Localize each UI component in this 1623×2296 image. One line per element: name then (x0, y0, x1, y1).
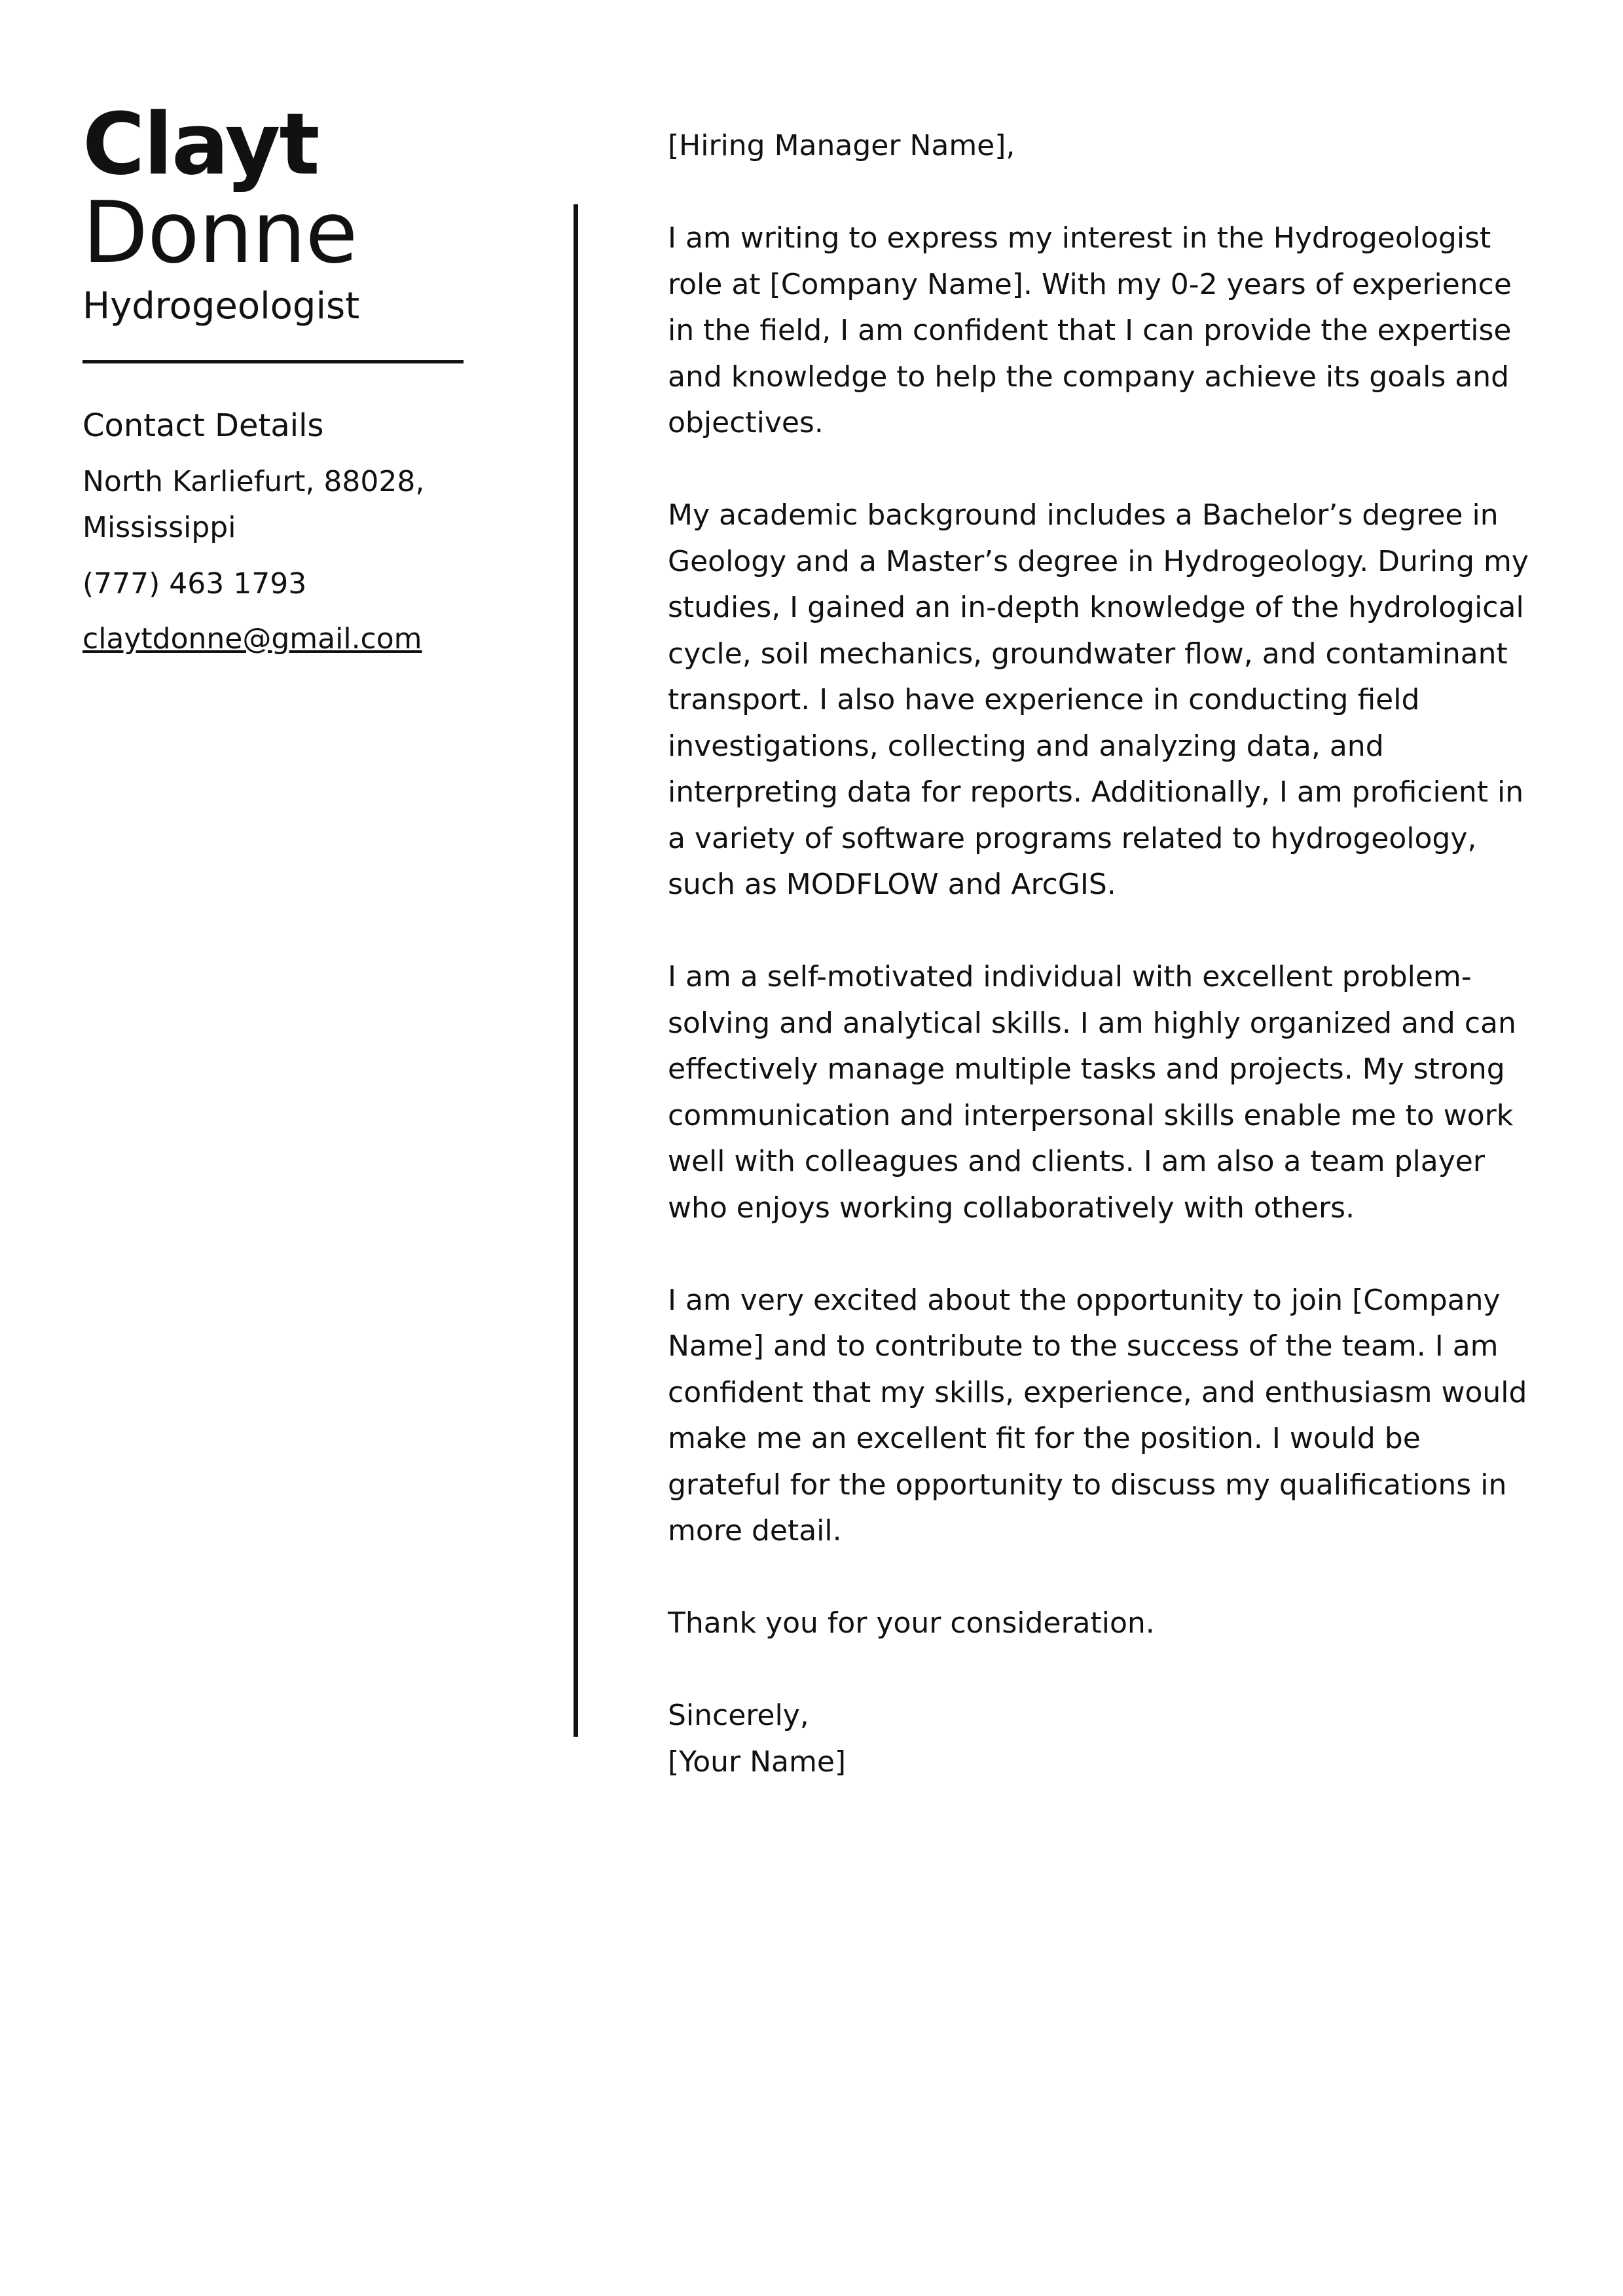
job-title: Hydrogeologist (82, 285, 360, 327)
header-divider (82, 360, 464, 363)
paragraph-4: I am very excited about the opportunity to join [Company Name] and to contribute to the success of the team. I am confident that my skills, experience, and enthusiasm would make me an excellent fit for the position. I would be grateful for the opportunity to discuss my qualifications in more detail. (668, 1283, 1527, 1547)
signature: [Your Name] (668, 1745, 847, 1779)
paragraph-3: I am a self-motivated individual with excellent problem-solving and analytical skills. I am highly organized and can effectively manage multiple tasks and projects. My strong communication and interpersonal skills enable me to work well with colleagues and clients. I am also a team player who enjoys working collaboratively with others. (668, 960, 1516, 1225)
contact-heading: Contact Details (82, 407, 324, 444)
contact-address: North Karliefurt, 88028, Mississippi (82, 465, 425, 544)
closing: Sincerely, (668, 1699, 809, 1732)
first-name: Clayt (82, 94, 319, 194)
sidebar (82, 94, 488, 662)
contact-phone: (777) 463 1793 (82, 567, 307, 601)
letter-body (668, 123, 1539, 1785)
salutation: [Hiring Manager Name], (668, 129, 1015, 162)
paragraph-5: Thank you for your consideration. (668, 1606, 1155, 1640)
paragraph-2: My academic background includes a Bachelor’s degree in Geology and a Master’s degree in Hydrogeology. During my studies, I gained an in-depth knowledge of the hydrological cycle, soil mechanics, groundwater flow, and contaminant transport. I also have experience in conducting field investigations, collecting and analyzing data, and interpreting data for reports. Additionally, I am proficient in a variety of software programs related to hydrogeology, such as MODFLOW and ArcGIS. (668, 498, 1529, 901)
paragraph-1: I am writing to express my interest in the Hydrogeologist role at [Company Name]. With my 0-2 years of experience in the field, I am confident that I can provide the expertise and knowledge to help the company achieve its goals and objectives. (668, 221, 1512, 439)
vertical-divider (574, 204, 578, 1737)
last-name: Donne (82, 183, 357, 282)
contact-email-link[interactable]: claytdonne@gmail.com (82, 622, 422, 656)
